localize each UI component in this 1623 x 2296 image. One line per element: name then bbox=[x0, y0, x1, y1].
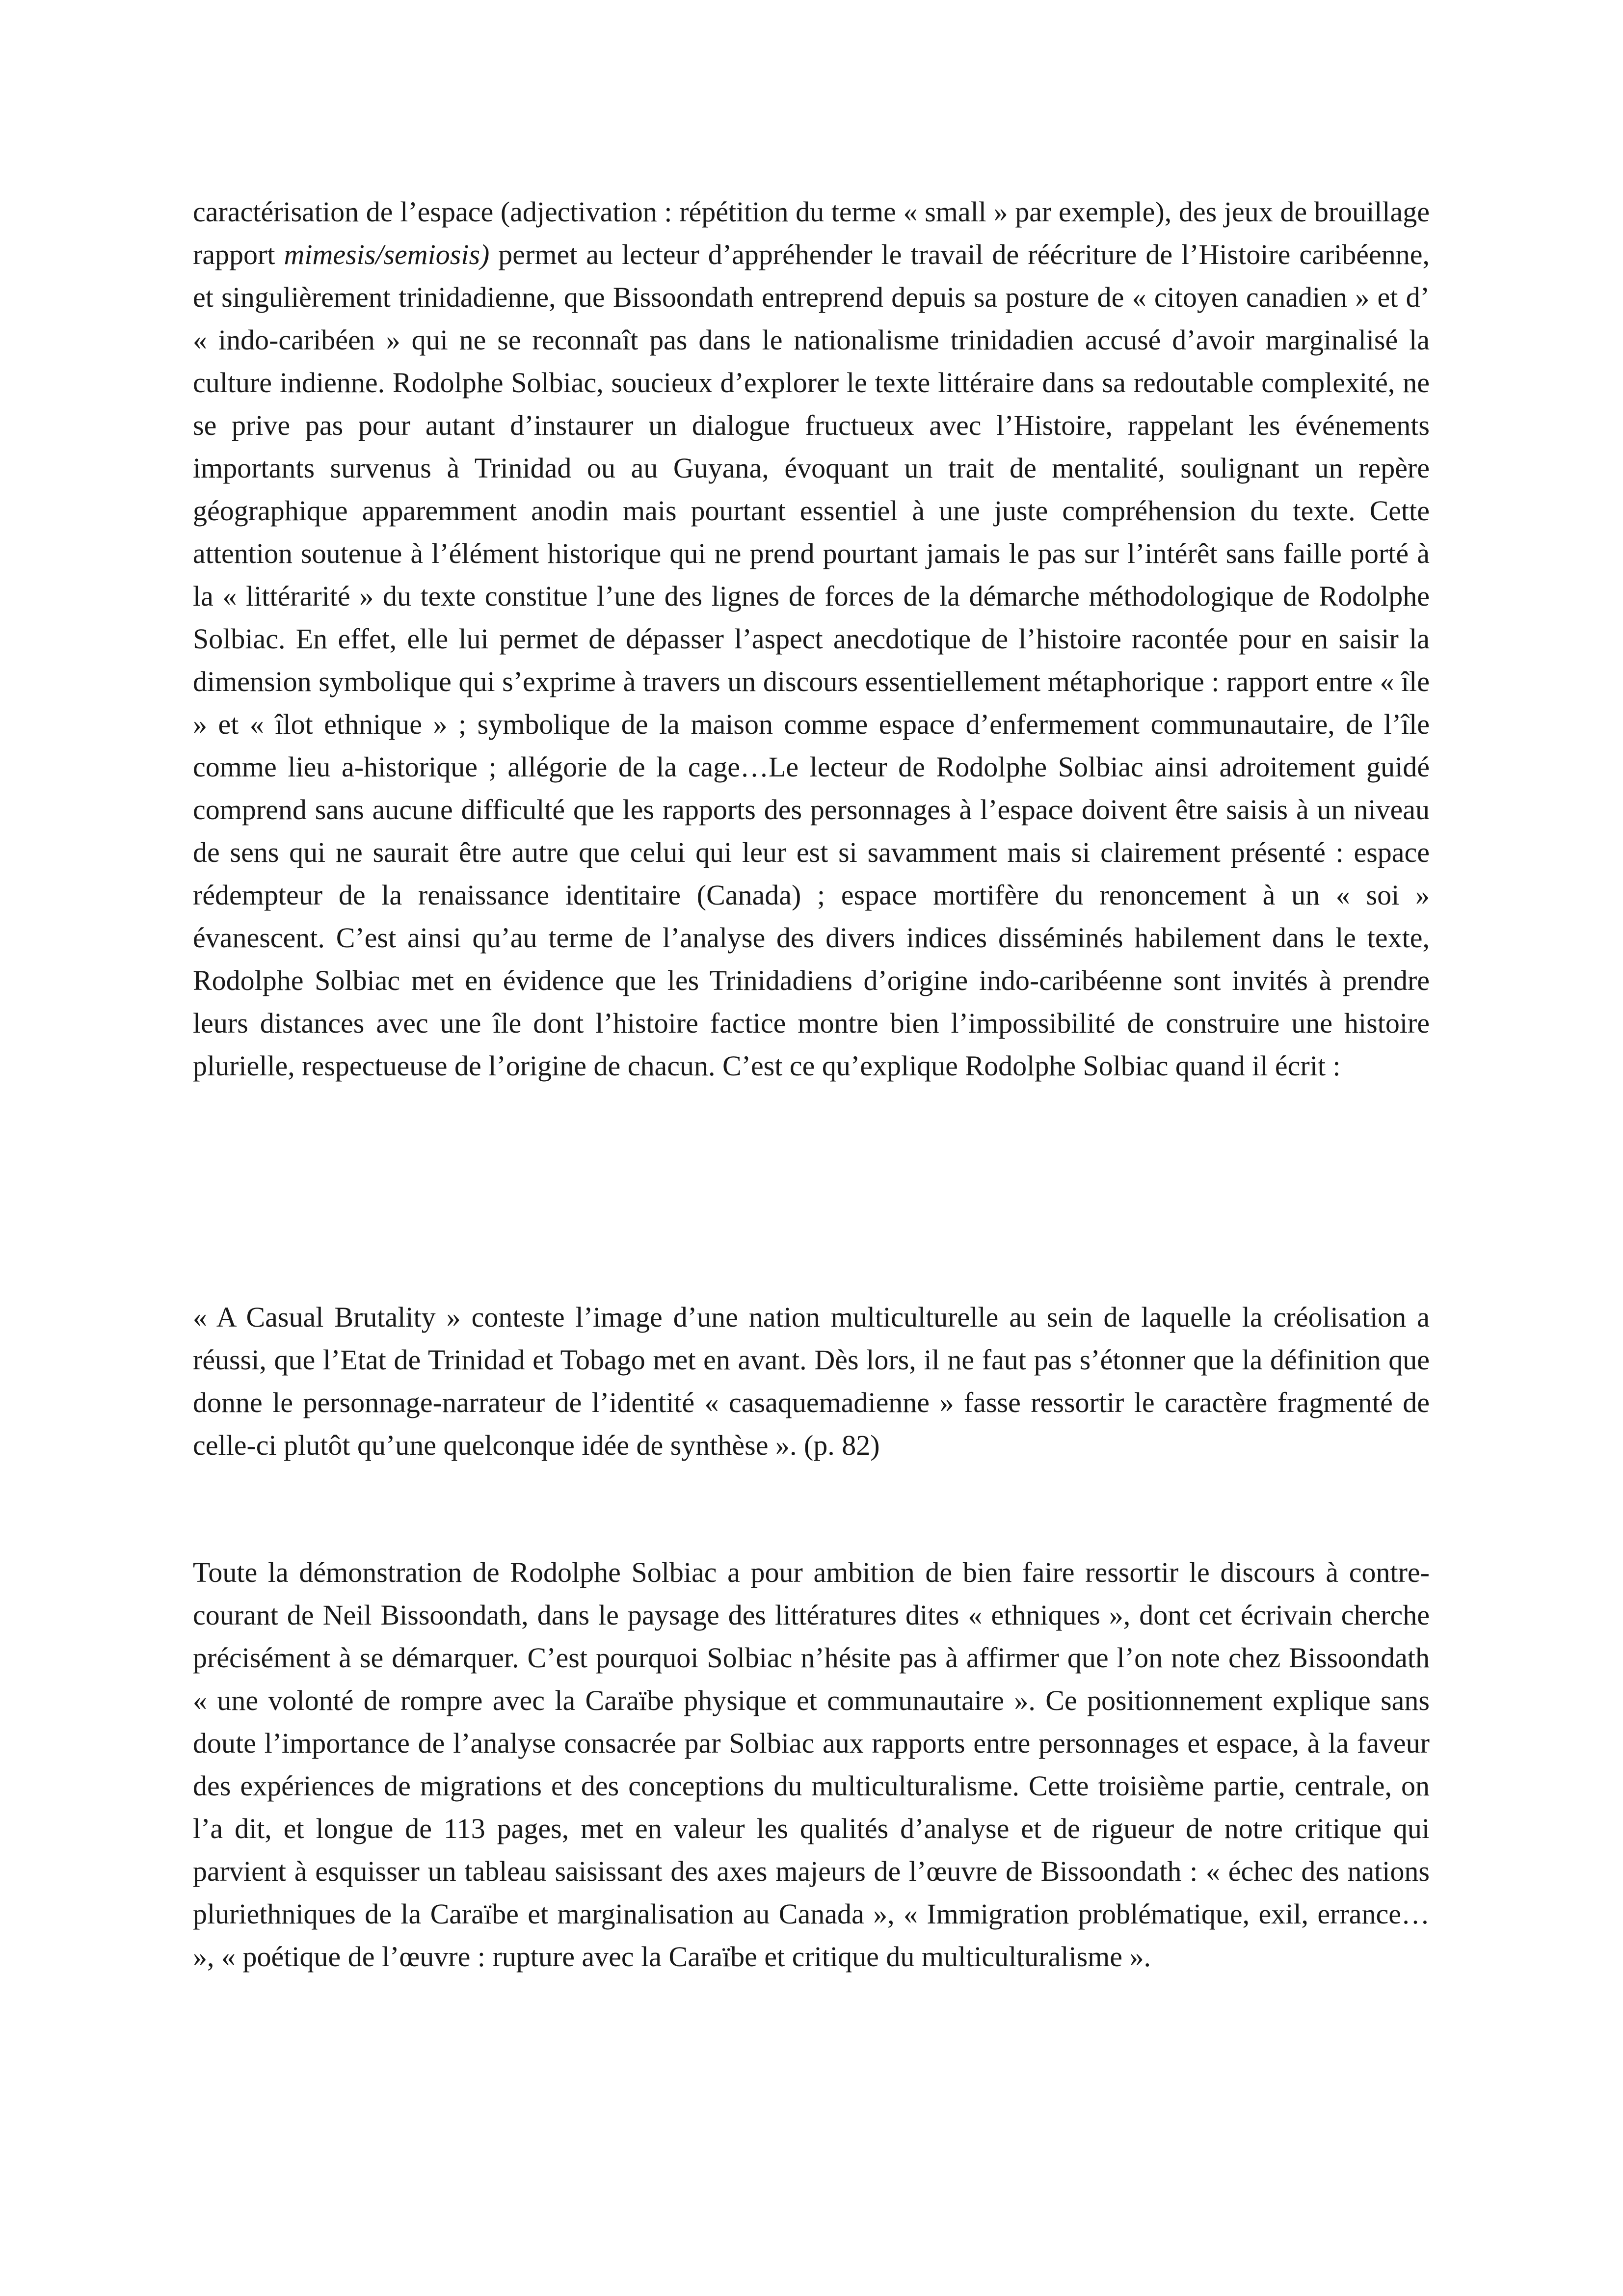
paragraph-1-part-b: permet au lecteur d’appréhender le travail de réécriture de l’Histoire caribéenne, et singulièrement trinidadienne, que Bissoondath entreprend depuis sa posture de « citoyen canadien » et d’ « indo-caribéen » qui ne se reconnaît pas dans le nationalisme trinidadien accusé d’avoir marginalisé la culture indienne. Rodolphe Solbiac, soucieux d’explorer le texte littéraire dans sa redoutable complexité, ne se prive pas pour autant d’instaurer un dialogue fructueux avec l’Histoire, rappelant les événements importants survenus à Trinidad ou au Guyana, évoquant un trait de mentalité, soulignant un repère géographique apparemment anodin mais pourtant essentiel à une juste compréhension du texte. Cette attention soutenue à l’élément historique qui ne prend pourtant jamais le pas sur l’intérêt sans faille porté à la « littérarité » du texte constitue l’une des lignes de forces de la démarche méthodologique de Rodolphe Solbiac. En effet, elle lui permet de dépasser l’aspect anecdotique de l’histoire racontée pour en saisir la dimension symbolique qui s’exprime à travers un discours essentiellement métaphorique : rapport entre « île » et « îlot ethnique » ; symbolique de la maison comme espace d’enfermement communautaire, de l’île comme lieu a-historique ; allégorie de la cage…Le lecteur de Rodolphe Solbiac ainsi adroitement guidé comprend sans aucune difficulté que les rapports des personnages à l’espace doivent être saisis à un niveau de sens qui ne saurait être autre que celui qui leur est si savamment mais si clairement présenté : espace rédempteur de la renaissance identitaire (Canada) ; espace mortifère du renoncement à un « soi » évanescent. C’est ainsi qu’au terme de l’analyse des divers indices disséminés habilement dans le texte, Rodolphe Solbiac met en évidence que les Trinidadiens d’origine indo-caribéenne sont invités à prendre leurs distances avec une île dont l’histoire factice montre bien l’impossibilité de construire une histoire plurielle, respectueuse de l’origine de chacun. C’est ce qu’explique Rodolphe Solbiac quand il écrit : bbox=[193, 239, 1430, 1082]
paragraph-1-part-a: caractérisation de l’espace (adjectivation : répétition du terme « small » par exemple), des jeux de brouillage rapport bbox=[193, 196, 1430, 270]
body-paragraph-3 bbox=[193, 1551, 1430, 1978]
italic-term: mimesis/semiosis) bbox=[284, 239, 490, 270]
paragraph-text bbox=[193, 190, 1430, 1087]
body-paragraph-2 bbox=[193, 1296, 1430, 1467]
paragraph-text: Toute la démonstration de Rodolphe Solbiac a pour ambition de bien faire ressortir le discours à contre-courant de Neil Bissoondath, dans le paysage des littératures dites « ethniques », dont cet écrivain cherche précisément à se démarquer. C’est pourquoi Solbiac n’hésite pas à affirmer que l’on note chez Bissoondath « une volonté de rompre avec la Caraïbe physique et communautaire ». Ce positionnement explique sans doute l’importance de l’analyse consacrée par Solbiac aux rapports entre personnages et espace, à la faveur des expériences de migrations et des conceptions du multiculturalisme. Cette troisième partie, centrale, on l’a dit, et longue de 113 pages, met en valeur les qualités d’analyse et de rigueur de notre critique qui parvient à esquisser un tableau saisissant des axes majeurs de l’œuvre de Bissoondath : « échec des nations pluriethniques de la Caraïbe et marginalisation au Canada », « Immigration problématique, exil, errance… », « poétique de l’œuvre : rupture avec la Caraïbe et critique du multiculturalisme ». bbox=[193, 1556, 1430, 1973]
body-paragraph-1 bbox=[193, 190, 1430, 1087]
quoted-paragraph: « A Casual Brutality » conteste l’image d’une nation multiculturelle au sein de laquelle la créolisation a réussi, que l’Etat de Trinidad et Tobago met en avant. Dès lors, il ne faut pas s’étonner que la définition que donne le personnage-narrateur de l’identité « casaquemadienne » fasse ressortir le caractère fragmenté de celle-ci plutôt qu’une quelconque idée de synthèse ». (p. 82) bbox=[193, 1301, 1430, 1461]
